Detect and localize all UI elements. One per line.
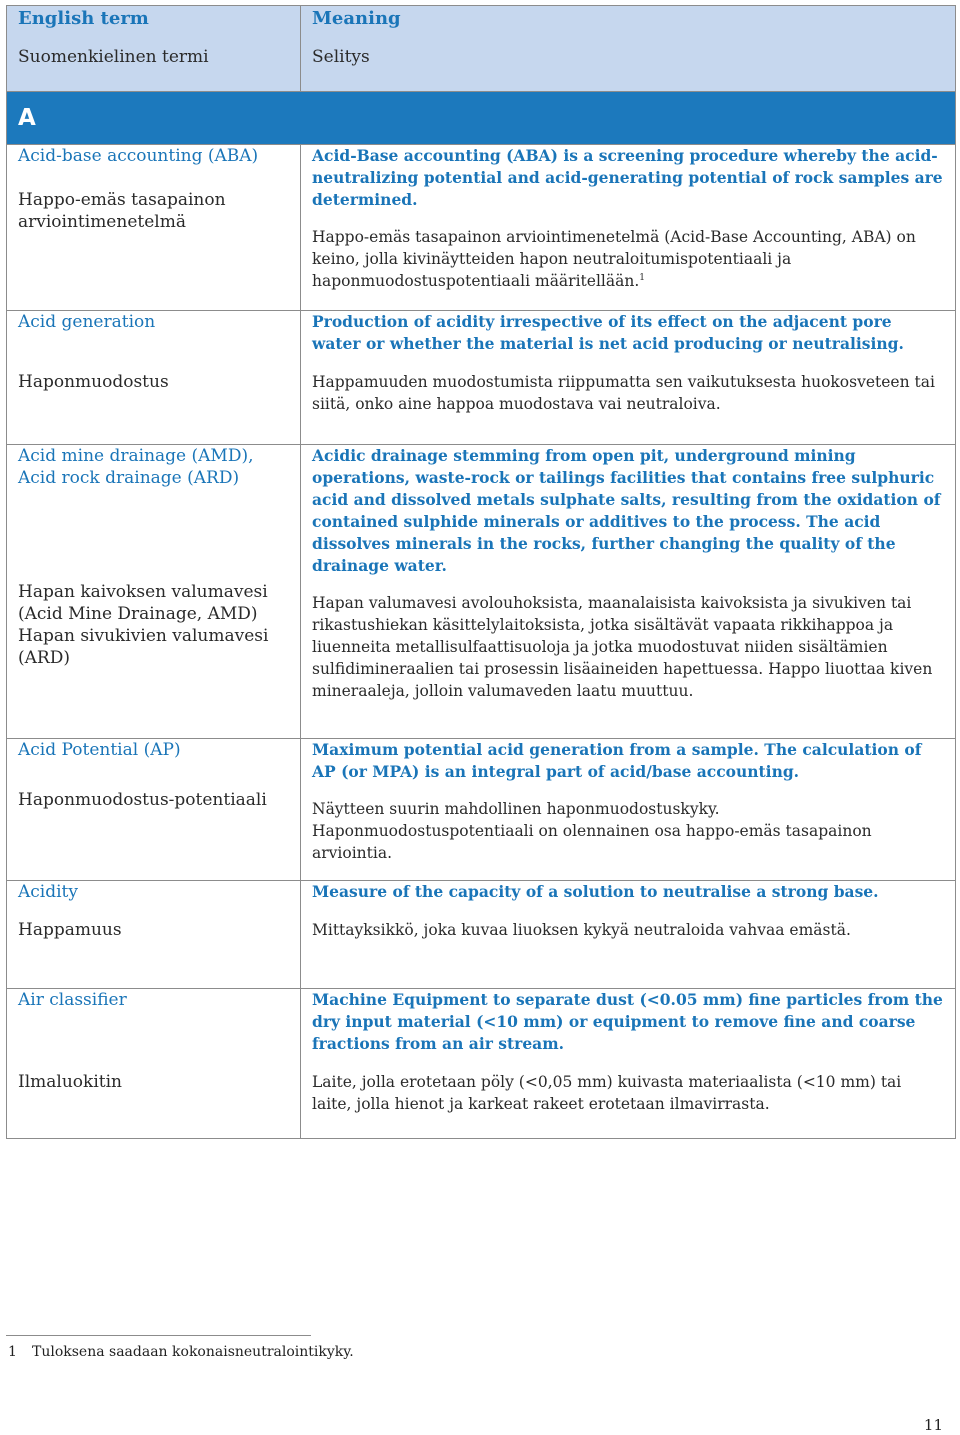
header-finnish-term: Suomenkielinen termi	[18, 47, 209, 67]
glossary-entry	[7, 145, 956, 311]
term-cell	[7, 739, 301, 881]
term-finnish: Happamuus	[18, 920, 122, 940]
meaning-finnish	[312, 226, 944, 292]
meaning-finnish: Happamuuden muodostumista riippumatta sen vaikutuksesta huokosveteen tai siitä, onko aine happoa muodostava vai neutraloiva.	[312, 373, 935, 413]
glossary-entry	[7, 445, 956, 739]
footnote-divider	[6, 1335, 311, 1336]
meaning-finnish: Laite, jolla erotetaan pöly (<0,05 mm) kuivasta materiaalista (<10 mm) tai laite, jolla hienot ja karkeat rakeet erotetaan ilmavirrasta.	[312, 1073, 902, 1113]
header-english-term: English term	[18, 8, 149, 29]
glossary-entry	[7, 311, 956, 445]
meaning-finnish: Hapan valumavesi avolouhoksista, maanalaisista kaivoksista ja sivukiven tai rikastushiekan käsittelylaitoksista, jotka sisältävät vapaata rikkihappoa ja liuenneita metallisulfaattisuoloja ja jotka muodostuvat niiden sisältämien sulfidimineraalien tai prosessin lisäaineiden hapettuessa. Happo liuottaa kiven mineraaleja, jolloin valumaveden laatu muuttuu.	[312, 594, 933, 700]
footnote	[8, 1344, 354, 1360]
term-cell	[7, 881, 301, 989]
meaning-english: Maximum potential acid generation from a sample. The calculation of AP (or MPA) is an integral part of acid/base accounting.	[312, 740, 922, 781]
meaning-english: Production of acidity irrespective of its effect on the adjacent pore water or whether the material is net acid producing or neutralising.	[312, 312, 904, 353]
header-meaning: Meaning	[312, 8, 401, 29]
meaning-cell	[301, 989, 956, 1139]
meaning-cell	[301, 311, 956, 445]
term-cell	[7, 311, 301, 445]
term-finnish: Haponmuodostus-potentiaali	[18, 790, 267, 810]
footnote-text: Tuloksena saadaan kokonaisneutralointikyky.	[32, 1344, 354, 1360]
term-cell	[7, 445, 301, 739]
header-term-cell	[7, 6, 301, 92]
meaning-english: Measure of the capacity of a solution to neutralise a strong base.	[312, 882, 879, 901]
meaning-english: Acid-Base accounting (ABA) is a screening procedure whereby the acid-neutralizing potential and acid-generating potential of rock samples are determined.	[312, 146, 943, 209]
meaning-english: Machine Equipment to separate dust (<0.05 mm) fine particles from the dry input material (<10 mm) or equipment to remove fine and coarse fractions from an air stream.	[312, 990, 943, 1053]
term-english: Air classifier	[18, 990, 127, 1010]
term-english: Acidity	[18, 882, 78, 902]
section-letter: A	[18, 105, 36, 131]
meaning-finnish: Mittayksikkö, joka kuvaa liuoksen kykyä neutraloida vahvaa emästä.	[312, 921, 851, 939]
term-english: Acid Potential (AP)	[18, 740, 181, 760]
glossary-entry	[7, 739, 956, 881]
term-finnish: Ilmaluokitin	[18, 1072, 122, 1092]
term-finnish: Haponmuodostus	[18, 372, 169, 392]
term-english: Acid generation	[18, 312, 156, 332]
meaning-cell	[301, 881, 956, 989]
meaning-cell	[301, 445, 956, 739]
term-english: Acid mine drainage (AMD), Acid rock drainage (ARD)	[18, 446, 254, 488]
section-letter-cell	[7, 92, 956, 145]
glossary-entry	[7, 989, 956, 1139]
page-number: 11	[923, 1416, 943, 1434]
term-finnish: Hapan kaivoksen valumavesi (Acid Mine Drainage, AMD) Hapan sivukivien valumavesi (ARD)	[18, 582, 269, 668]
term-cell	[7, 145, 301, 311]
footnote-reference: 1	[639, 272, 645, 283]
header-meaning-cell	[301, 6, 956, 92]
glossary-table	[6, 5, 956, 1139]
meaning-english: Acidic drainage stemming from open pit, underground mining operations, waste-rock or tailings facilities that contains free sulphuric acid and dissolved metals sulphate salts, resulting from the oxidation of contained sulphide minerals or additives to the process. The acid dissolves minerals in the rocks, further changing the quality of the drainage water.	[312, 446, 941, 575]
footnote-number: 1	[8, 1344, 17, 1360]
header-selitys: Selitys	[312, 47, 370, 67]
meaning-cell	[301, 739, 956, 881]
meaning-finnish: Näytteen suurin mahdollinen haponmuodostuskyky. Haponmuodostuspotentiaali on olennainen osa happo-emäs tasapainon arviointia.	[312, 800, 872, 862]
section-letter-row	[7, 92, 956, 145]
header-row	[7, 6, 956, 92]
meaning-cell	[301, 145, 956, 311]
glossary-entry	[7, 881, 956, 989]
term-finnish: Happo-emäs tasapainon arviointimenetelmä	[18, 190, 226, 232]
meaning-finnish-text: Happo-emäs tasapainon arviointimenetelmä (Acid-Base Accounting, ABA) on keino, jolla kivinäytteiden hapon neutraloitumispotentiaali ja haponmuodostuspotentiaali määritellään.	[312, 228, 916, 290]
term-english: Acid-base accounting (ABA)	[18, 146, 259, 166]
term-cell	[7, 989, 301, 1139]
